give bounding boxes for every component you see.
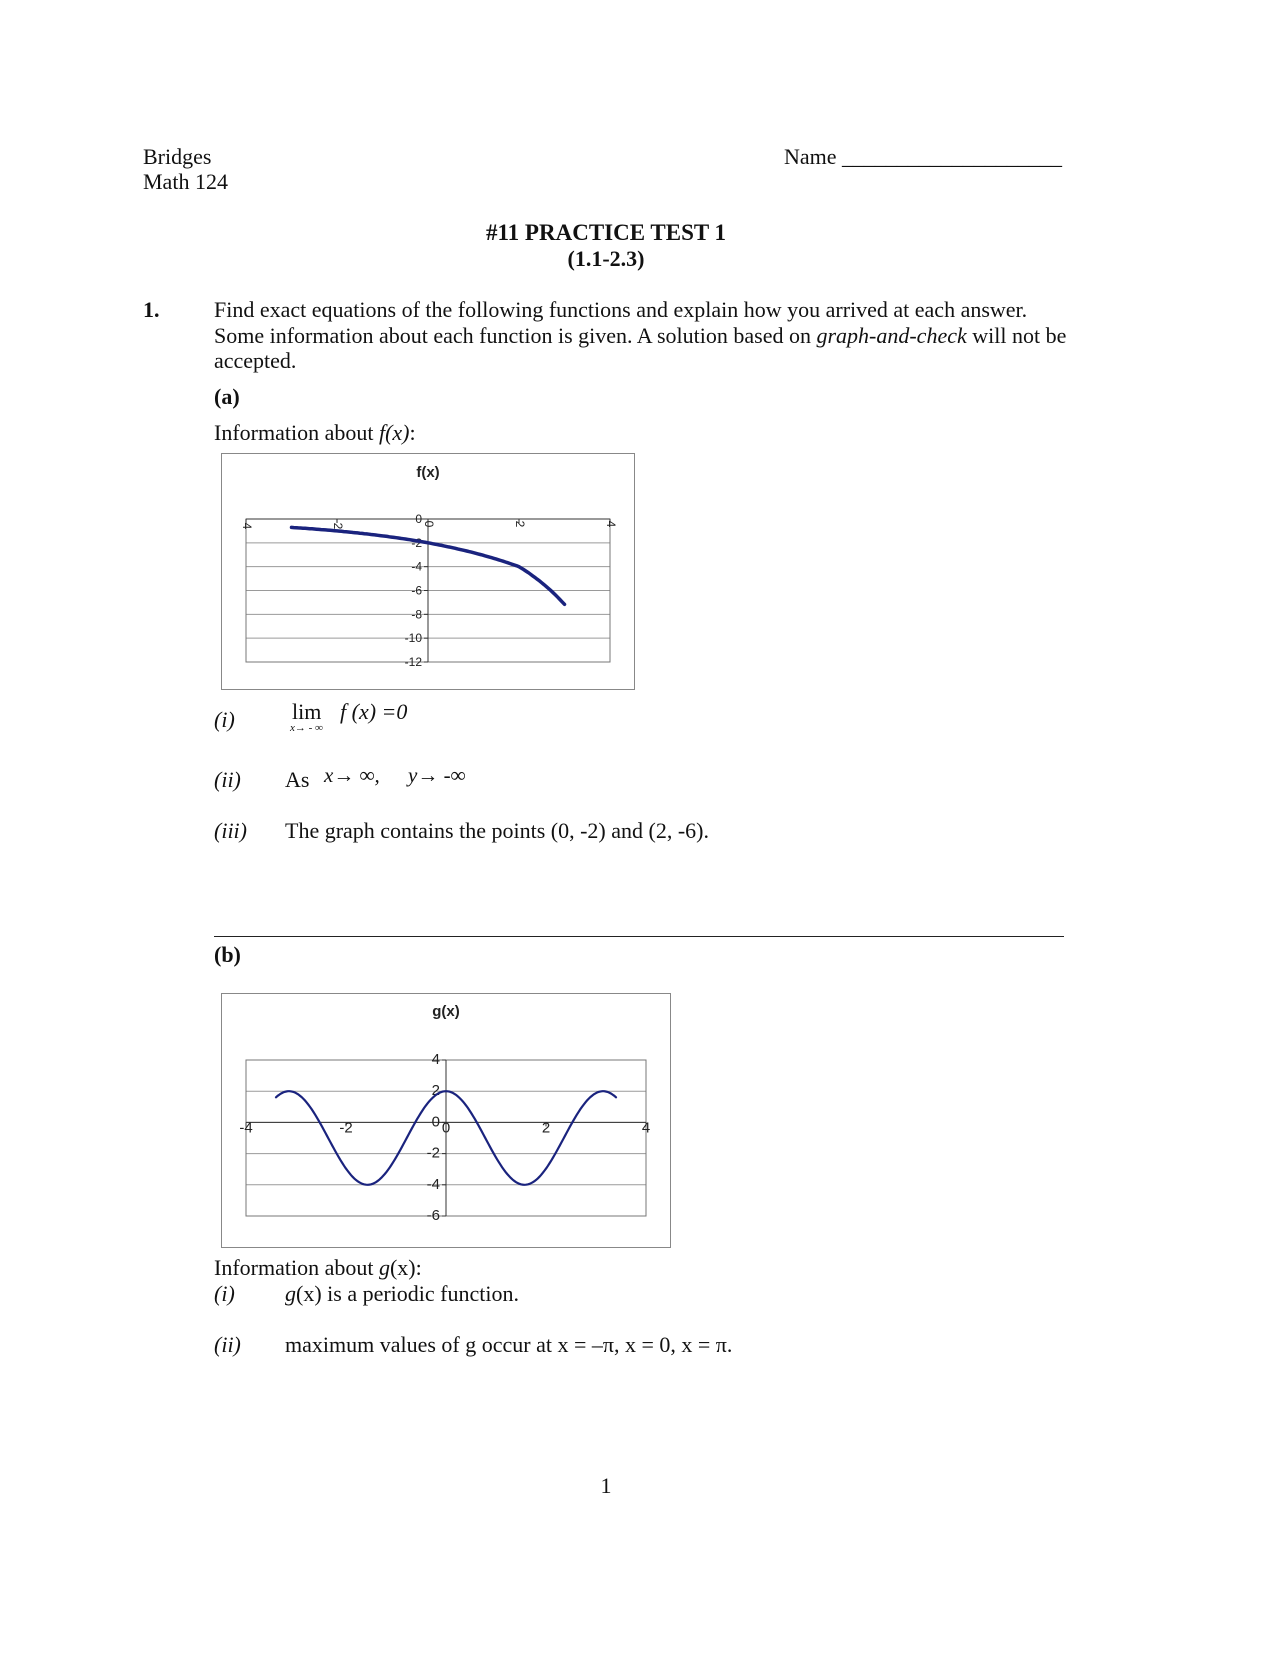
item-text: (x) is a periodic function. bbox=[296, 1281, 519, 1306]
question-prompt-line1: Find exact equations of the following functions and explain how you arrived at each answer. bbox=[214, 297, 1028, 322]
page-number: 1 bbox=[600, 1473, 612, 1498]
y-tick-label: -8 bbox=[411, 607, 422, 622]
chart-g-svg bbox=[222, 994, 670, 1247]
limit-lim: lim bbox=[292, 699, 322, 724]
name-label: Name bbox=[784, 144, 837, 169]
page-subtitle: (1.1-2.3) bbox=[567, 246, 645, 271]
question-prompt-line2 bbox=[214, 323, 1066, 349]
x-tick-label: 0 bbox=[421, 520, 436, 528]
part-a-info-heading bbox=[214, 420, 416, 446]
question-prompt-line3: accepted. bbox=[214, 348, 297, 373]
part-b-label: (b) bbox=[214, 942, 241, 967]
info-func: g bbox=[378, 1255, 390, 1280]
part-a-label: (a) bbox=[214, 384, 240, 409]
y-tick-label: 4 bbox=[431, 1051, 440, 1068]
part-a-item-ii-as: As bbox=[285, 767, 310, 792]
x-tick-label: -2 bbox=[330, 518, 345, 530]
info-colon: : bbox=[409, 420, 416, 445]
x-tick-label: -2 bbox=[339, 1119, 353, 1137]
part-a-item-iii-text: The graph contains the points (0, -2) and (2, -6). bbox=[285, 818, 709, 843]
limit-expression: f (x) =0 bbox=[340, 699, 408, 724]
question-number: 1. bbox=[143, 297, 160, 322]
name-field[interactable] bbox=[784, 144, 1062, 170]
part-a-item-ii-expr2: y→ -∞ bbox=[408, 763, 466, 787]
y-tick-label: -6 bbox=[411, 583, 422, 598]
x-tick-label: 0 bbox=[441, 1119, 451, 1137]
info-func: f bbox=[378, 420, 386, 445]
instructor-name: Bridges bbox=[143, 144, 212, 169]
prompt-emphasis: graph-and-check bbox=[816, 323, 967, 348]
chart-title: g(x) bbox=[432, 1003, 460, 1020]
section-divider bbox=[214, 936, 1064, 937]
part-b-item-ii-label: (ii) bbox=[214, 1332, 241, 1357]
y-tick-label: 2 bbox=[431, 1082, 440, 1100]
part-b-info-heading bbox=[214, 1255, 422, 1281]
chart-g bbox=[221, 993, 671, 1248]
y-tick-label: -6 bbox=[426, 1207, 440, 1224]
x-tick-label: 4 bbox=[641, 1119, 651, 1137]
y-tick-label: 0 bbox=[415, 512, 422, 526]
part-a-item-iii-label: (iii) bbox=[214, 818, 247, 843]
item-func: g bbox=[285, 1281, 296, 1306]
prompt-text: Some information about each function is given. A solution based on bbox=[214, 323, 817, 348]
info-colon: : bbox=[415, 1255, 422, 1280]
part-b-item-ii-text: maximum values of g occur at x = –π, x = 0, x = π. bbox=[285, 1332, 733, 1357]
info-arg: (x) bbox=[389, 1255, 416, 1280]
part-a-item-ii-expr1: x→ ∞, bbox=[324, 763, 380, 787]
page-title: #11 PRACTICE TEST 1 bbox=[485, 220, 727, 245]
y-tick-label: -2 bbox=[411, 535, 422, 550]
y-tick-label: 0 bbox=[431, 1113, 440, 1131]
x-tick-label: 4 bbox=[603, 520, 618, 528]
x-tick-label: -4 bbox=[239, 1119, 253, 1137]
part-a-item-i-label: (i) bbox=[214, 707, 235, 732]
x-tick-label: -4 bbox=[239, 518, 254, 530]
part-b-item-i-label: (i) bbox=[214, 1281, 235, 1306]
y-tick-label: -4 bbox=[411, 559, 422, 574]
part-a-item-ii-label: (ii) bbox=[214, 767, 241, 792]
info-prefix: Information about bbox=[214, 420, 379, 445]
y-tick-label: -10 bbox=[404, 631, 422, 646]
name-blank: ____________________ bbox=[842, 144, 1063, 169]
chart-f bbox=[221, 453, 635, 690]
part-b-item-i-text bbox=[285, 1281, 519, 1307]
y-tick-label: -4 bbox=[426, 1175, 440, 1193]
limit-subscript: x→ - ∞ bbox=[290, 722, 323, 734]
y-tick-label: -2 bbox=[426, 1144, 440, 1162]
info-prefix: Information about bbox=[214, 1255, 379, 1280]
y-tick-label: -12 bbox=[404, 655, 422, 669]
prompt-text-end: will not be bbox=[966, 323, 1067, 348]
info-arg: (x) bbox=[385, 420, 410, 445]
chart-title: f(x) bbox=[416, 464, 440, 481]
course-name: Math 124 bbox=[143, 169, 228, 194]
x-tick-label: 2 bbox=[512, 520, 527, 528]
x-tick-label: 2 bbox=[541, 1119, 551, 1137]
chart-f-svg bbox=[222, 454, 634, 689]
